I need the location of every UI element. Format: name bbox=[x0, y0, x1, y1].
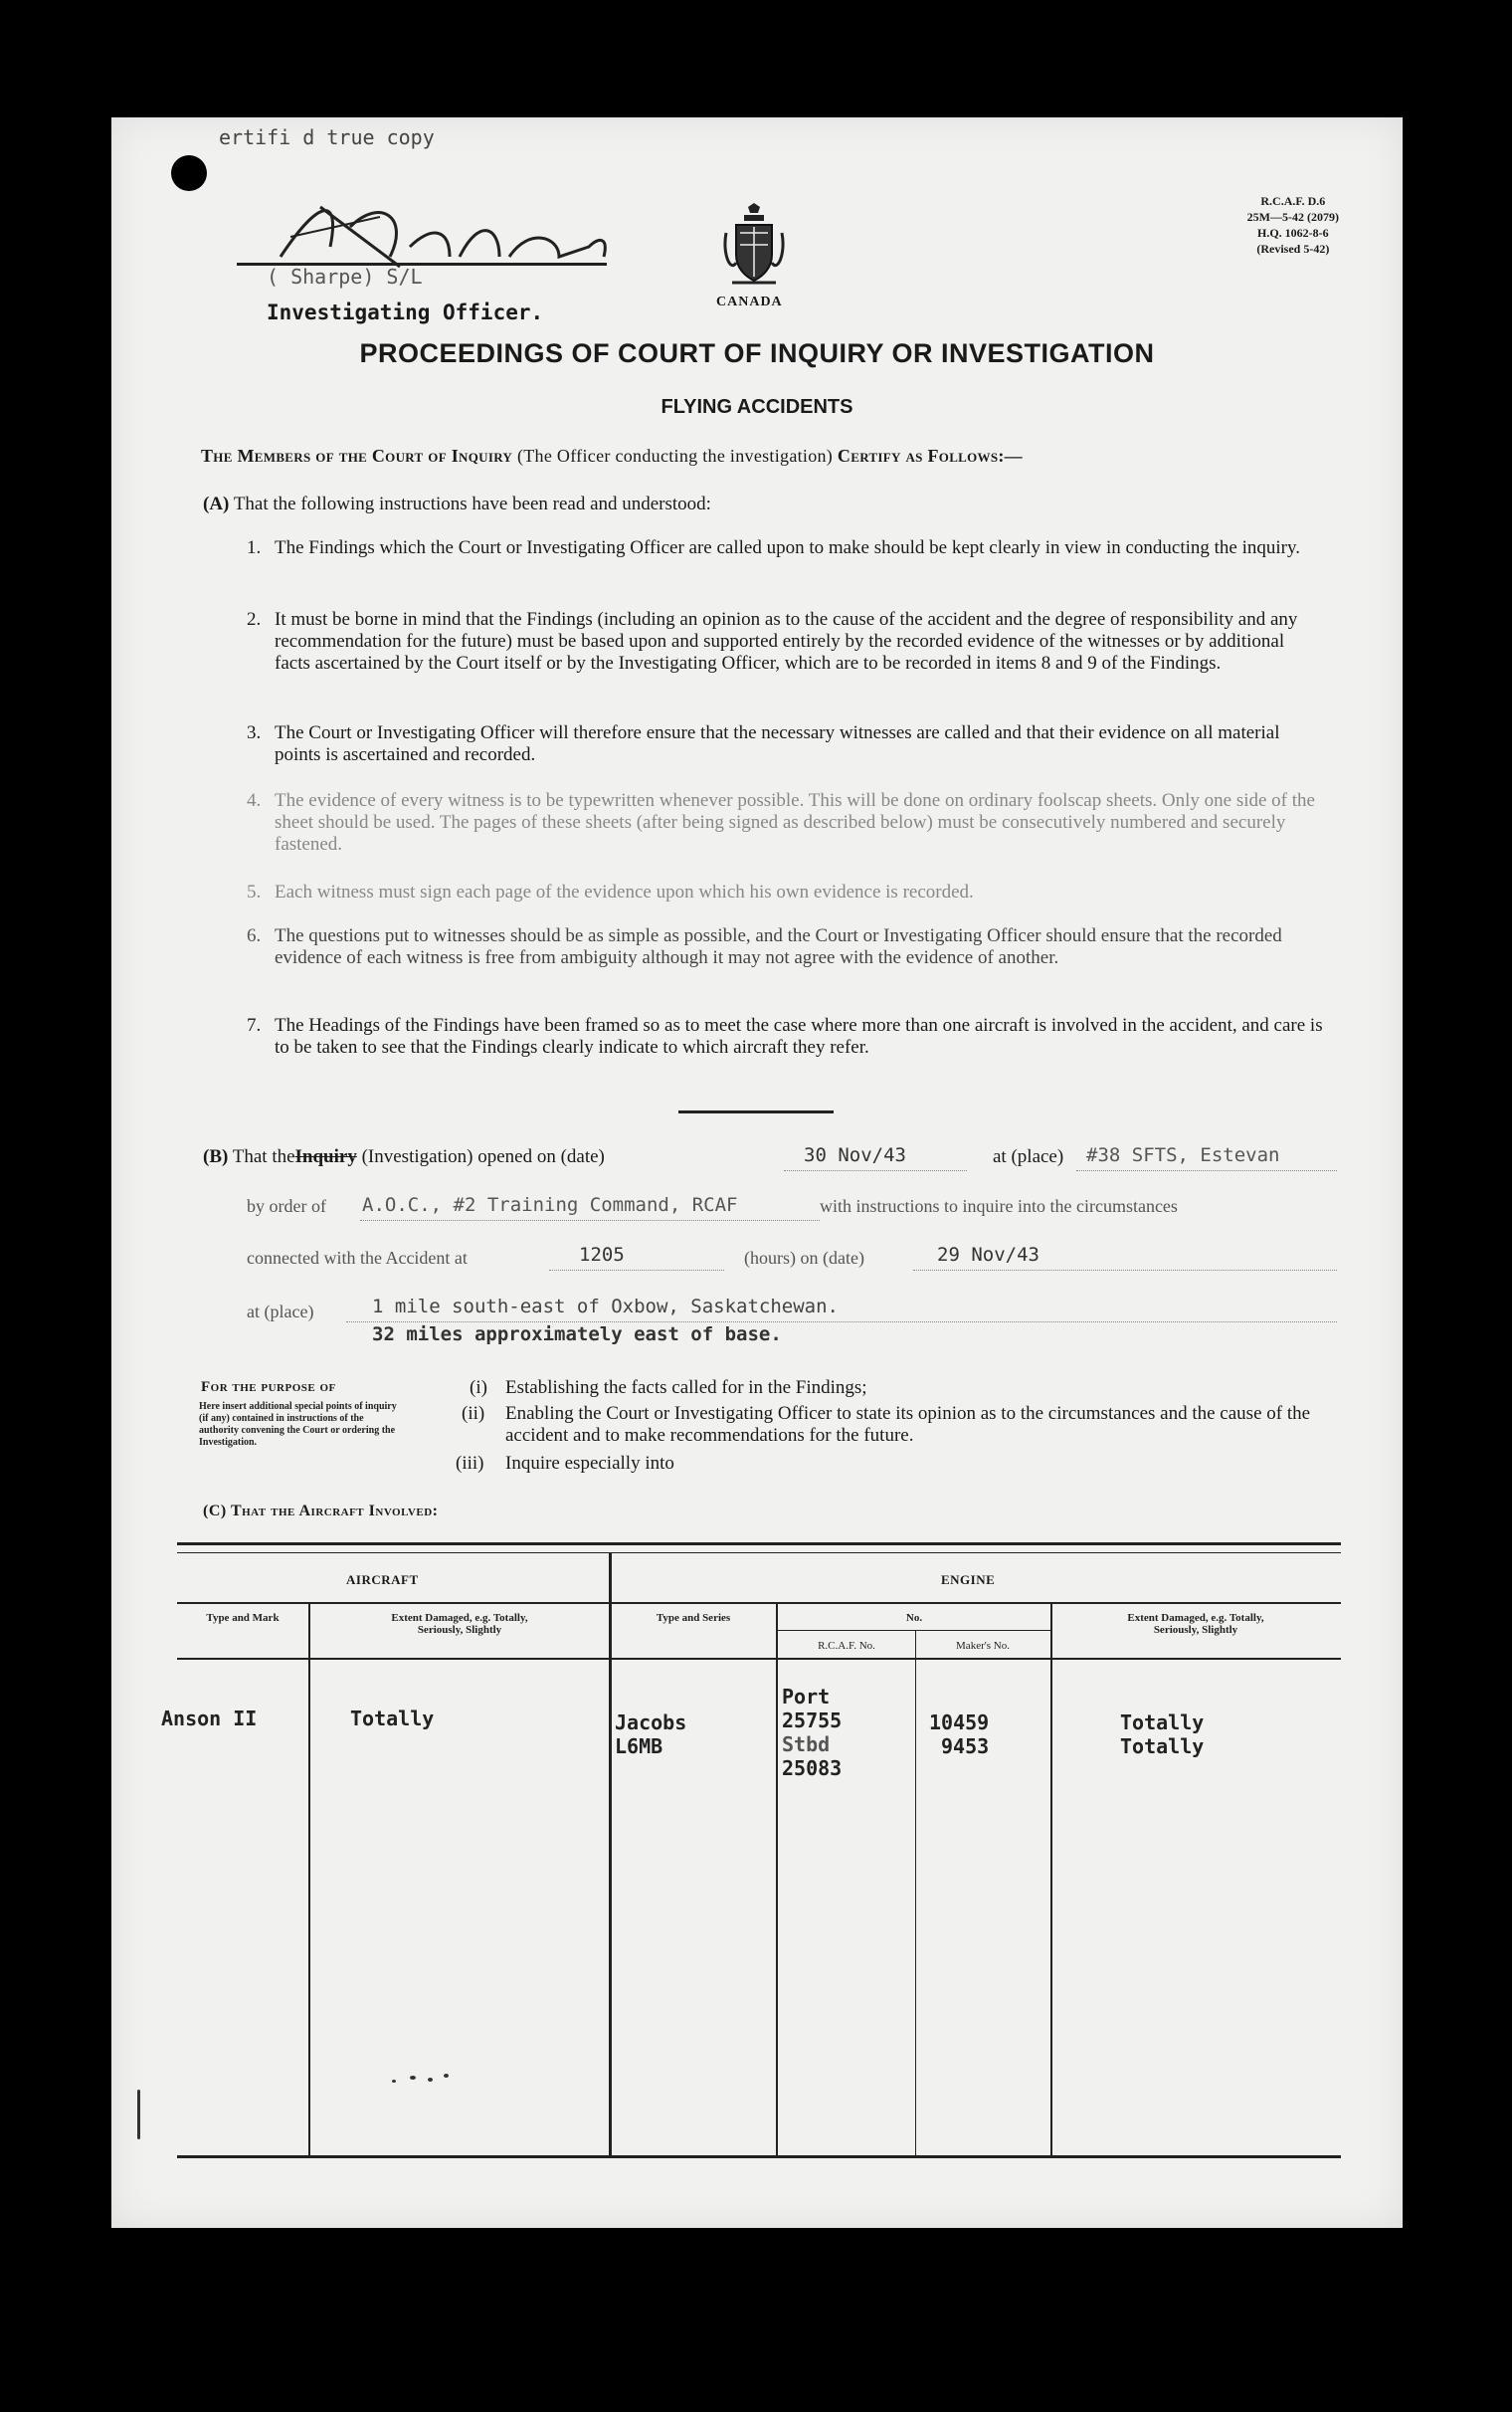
dotted-line bbox=[549, 1270, 724, 1271]
hours-label: (hours) on (date) bbox=[744, 1248, 864, 1268]
purpose-item bbox=[462, 1403, 1345, 1447]
form-ref-line: 25M—5-42 (2079) bbox=[1246, 210, 1339, 224]
engine-damage-cell: Totally bbox=[1120, 1734, 1205, 1758]
table-bottom-rule bbox=[177, 2155, 1341, 2158]
place-label: at (place) bbox=[247, 1302, 314, 1321]
table-column-line bbox=[915, 1630, 916, 2155]
document-page bbox=[111, 117, 1403, 2228]
purpose-number: (iii) bbox=[456, 1453, 484, 1474]
aircraft-damage-cell: Totally bbox=[350, 1707, 435, 1730]
investigation-label: (Investigation) opened on (date) bbox=[361, 1146, 605, 1167]
aircraft-header: AIRCRAFT bbox=[346, 1572, 419, 1587]
engine-damage-cell: Totally bbox=[1120, 1710, 1205, 1734]
canada-crest-icon bbox=[722, 203, 786, 289]
struck-inquiry: Inquiry bbox=[294, 1146, 357, 1167]
section-b-that: That the bbox=[232, 1146, 295, 1167]
section-a-heading bbox=[203, 494, 711, 515]
opened-date: 30 Nov/43 bbox=[804, 1144, 906, 1166]
table-column-line bbox=[308, 1604, 310, 2155]
certify-tail: Certify as Follows:— bbox=[837, 446, 1023, 466]
item-text: The Findings which the Court or Investigating Officer are called upon to make should be kept clearly in view in conducting the inquiry. bbox=[275, 537, 1301, 558]
table-rule bbox=[177, 1658, 1341, 1660]
instruction-item bbox=[247, 537, 1323, 559]
accident-time: 1205 bbox=[579, 1244, 625, 1266]
accident-date: 29 Nov/43 bbox=[937, 1244, 1040, 1266]
speck bbox=[392, 2080, 396, 2083]
makers-no-cell: 10459 bbox=[929, 1710, 990, 1734]
investigating-officer-label: Investigating Officer. bbox=[267, 301, 544, 324]
col-engine-extent: Extent Damaged, e.g. Totally, Seriously, Slightly bbox=[1127, 1612, 1264, 1636]
instruction-item bbox=[247, 1015, 1323, 1059]
purpose-item bbox=[456, 1453, 1345, 1475]
section-c-text: That the Aircraft Involved: bbox=[230, 1503, 439, 1519]
by-order-value: A.O.C., #2 Training Command, RCAF bbox=[362, 1194, 738, 1216]
rcaf-no-cell: 25083 bbox=[782, 1756, 843, 1780]
engine-type-cell: Jacobs bbox=[615, 1710, 687, 1734]
dotted-line bbox=[346, 1321, 1337, 1322]
section-c-label: (C) bbox=[203, 1503, 227, 1519]
makers-no-cell: 9453 bbox=[941, 1734, 990, 1758]
by-order-label: by order of bbox=[247, 1196, 326, 1216]
purpose-item bbox=[470, 1377, 1345, 1399]
dotted-line bbox=[784, 1170, 967, 1171]
section-a-text: That the following instructions have been read and understood: bbox=[233, 494, 711, 514]
purpose-number: (ii) bbox=[462, 1403, 485, 1424]
section-c-heading bbox=[203, 1503, 438, 1520]
dotted-line bbox=[1076, 1170, 1337, 1171]
item-number: 7. bbox=[247, 1015, 262, 1036]
page-title: PROCEEDINGS OF COURT OF INQUIRY OR INVESTIGATION bbox=[359, 338, 1155, 368]
speck bbox=[444, 2074, 449, 2078]
col-type-mark: Type and Mark bbox=[206, 1612, 280, 1624]
form-ref-line: R.C.A.F. D.6 bbox=[1260, 194, 1326, 208]
at-place-label: at (place) bbox=[993, 1146, 1064, 1167]
at-place-value: #38 SFTS, Estevan bbox=[1086, 1144, 1280, 1166]
item-number: 4. bbox=[247, 790, 262, 811]
instruction-item bbox=[247, 722, 1323, 766]
dotted-line bbox=[913, 1270, 1337, 1271]
punch-hole bbox=[171, 155, 207, 191]
item-text: It must be borne in mind that the Findings (including an opinion as to the cause of the accident and the degree of responsibility and any recommendation for the future) must be based upon and supported entirely by the recorded evidence of the witnesses or by additional facts ascertained by the Court itself or by the Investigating Officer, which are to be recorded in items 8 and 9 of the Findings. bbox=[275, 609, 1298, 674]
item-number: 2. bbox=[247, 609, 262, 630]
item-text: The Court or Investigating Officer will therefore ensure that the necessary witnesses are called and that their evidence on all material points is ascertained and recorded. bbox=[275, 722, 1280, 765]
instruction-item bbox=[247, 882, 1323, 904]
purpose-note: Here insert additional special points of inquiry (if any) contained in instructions of the authority convening the Court or ordering the Investigation. bbox=[199, 1401, 397, 1448]
aircraft-type-cell: Anson II bbox=[161, 1707, 258, 1730]
certify-statement bbox=[201, 446, 1023, 467]
item-text: The evidence of every witness is to be typewritten whenever possible. This will be done on ordinary foolscap sheets. Only one side of the sheet should be used. The pages of these sheets (after being signed as described below) must be consecutively numbered and securely fastened. bbox=[275, 790, 1315, 855]
dotted-line bbox=[360, 1220, 820, 1221]
table-top-rule bbox=[177, 1542, 1341, 1545]
speck bbox=[137, 2090, 140, 2139]
item-number: 6. bbox=[247, 925, 262, 946]
purpose-text: Enabling the Court or Investigating Officer to state its opinion as to the circumstances and the cause of the accident and to make recommendations for the future. bbox=[505, 1403, 1311, 1446]
connected-label: connected with the Accident at bbox=[247, 1248, 468, 1268]
col-makers-no: Maker's No. bbox=[956, 1640, 1010, 1652]
speck bbox=[410, 2076, 416, 2080]
signature-name: ( Sharpe) S/L bbox=[267, 265, 423, 289]
rcaf-no-cell: Port bbox=[782, 1685, 831, 1708]
rcaf-no-cell: Stbd bbox=[782, 1732, 831, 1756]
table-column-line bbox=[776, 1604, 778, 2155]
col-extent-damaged: Extent Damaged, e.g. Totally, Seriously, Slightly bbox=[391, 1612, 528, 1636]
instruction-item bbox=[247, 609, 1323, 675]
item-number: 5. bbox=[247, 882, 262, 903]
purpose-label: For the purpose of bbox=[201, 1379, 336, 1395]
purpose-text: Inquire especially into bbox=[505, 1453, 674, 1474]
col-no: No. bbox=[905, 1612, 923, 1624]
table-top-rule bbox=[177, 1552, 1341, 1553]
col-type-series: Type and Series bbox=[656, 1612, 731, 1624]
table-rule bbox=[177, 1602, 1341, 1604]
item-number: 1. bbox=[247, 537, 262, 558]
certify-lead: The Members of the Court of Inquiry bbox=[201, 446, 513, 466]
certify-middle: (The Officer conducting the investigation) bbox=[516, 446, 834, 466]
section-a-label: (A) bbox=[203, 494, 230, 514]
table-column-line bbox=[609, 1552, 612, 2155]
item-text: Each witness must sign each page of the evidence upon which his own evidence is recorded. bbox=[275, 882, 974, 903]
item-number: 3. bbox=[247, 722, 262, 743]
place-line-1: 1 mile south-east of Oxbow, Saskatchewan. bbox=[372, 1296, 839, 1317]
crest-label: CANADA bbox=[716, 295, 783, 309]
form-ref-line: (Revised 5-42) bbox=[1256, 242, 1330, 256]
instructions-text: with instructions to inquire into the circumstances bbox=[820, 1196, 1178, 1216]
table-rule bbox=[776, 1630, 1050, 1631]
speck bbox=[428, 2078, 433, 2082]
purpose-number: (i) bbox=[470, 1377, 487, 1398]
engine-type-cell: L6MB bbox=[615, 1734, 663, 1758]
certified-copy-stamp: ertifi d true copy bbox=[219, 125, 435, 149]
section-b-line1 bbox=[203, 1146, 605, 1168]
form-ref-line: H.Q. 1062-8-6 bbox=[1257, 226, 1329, 240]
item-text: The Headings of the Findings have been framed so as to meet the case where more than one aircraft is involved in the accident, and care is to be taken to see that the Findings clearly indicate to which aircraft they refer. bbox=[275, 1015, 1323, 1058]
place-line-2: 32 miles approximately east of base. bbox=[372, 1323, 782, 1345]
divider bbox=[678, 1110, 834, 1113]
instruction-item bbox=[247, 925, 1323, 969]
instruction-item bbox=[247, 790, 1323, 856]
item-text: The questions put to witnesses should be as simple as possible, and the Court or Investigating Officer should ensure that the recorded evidence of each witness is free from ambiguity although it may not agree with the evidence of another. bbox=[275, 925, 1282, 968]
col-rcaf-no: R.C.A.F. No. bbox=[818, 1640, 875, 1652]
engine-header: ENGINE bbox=[941, 1572, 996, 1587]
section-b-label: (B) bbox=[203, 1146, 229, 1167]
form-reference bbox=[1247, 193, 1339, 257]
rcaf-no-cell: 25755 bbox=[782, 1708, 843, 1732]
purpose-text: Establishing the facts called for in the Findings; bbox=[505, 1377, 867, 1398]
page-subtitle: FLYING ACCIDENTS bbox=[661, 396, 853, 418]
table-column-line bbox=[1050, 1604, 1052, 2155]
